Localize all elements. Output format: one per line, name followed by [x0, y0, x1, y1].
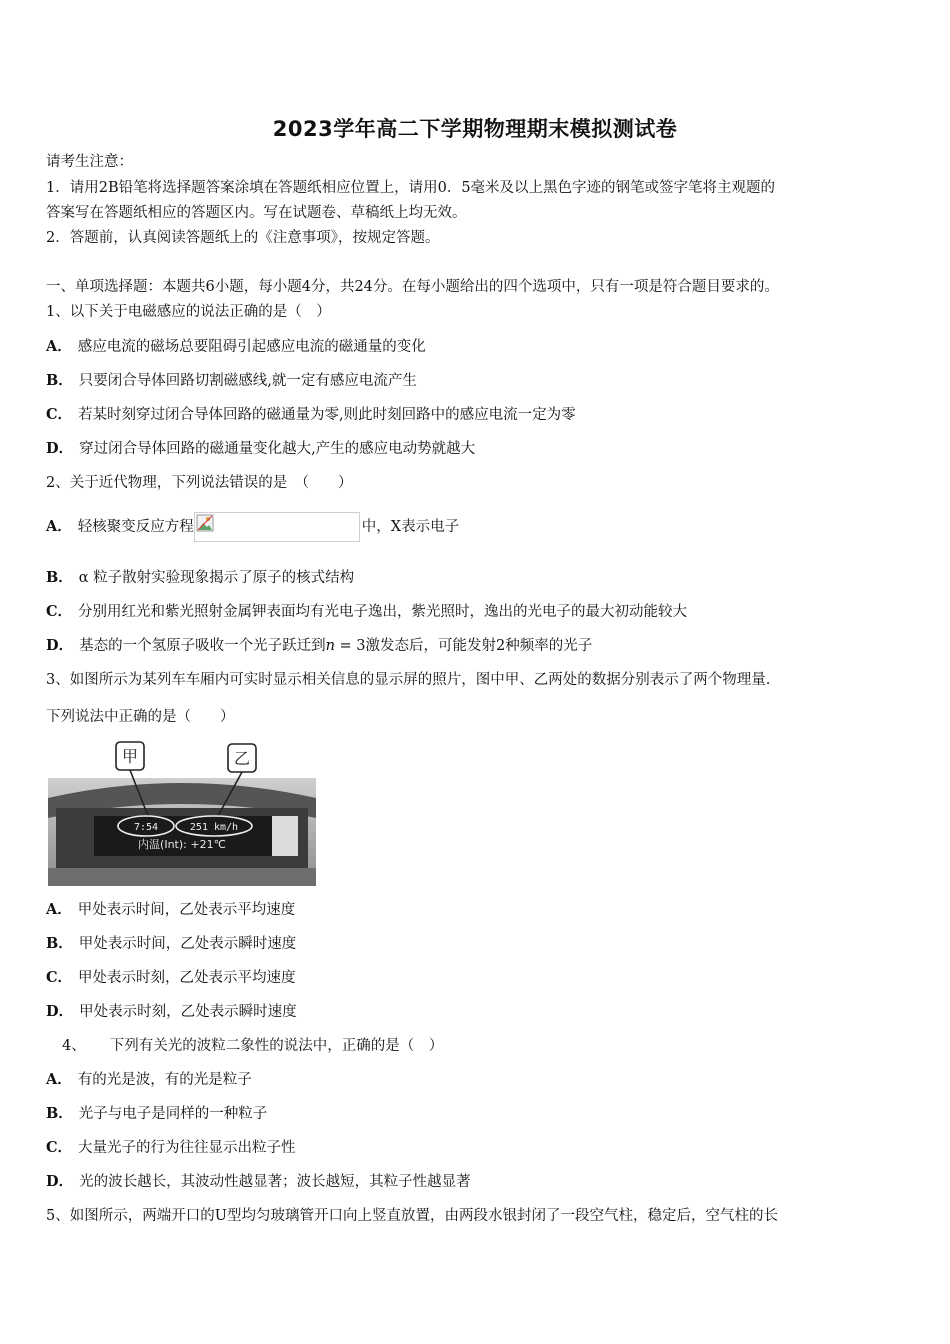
callout-jia-label: 甲 — [121, 747, 139, 766]
q4-stem: 下列有关光的波粒二象性的说法中，正确的是（ ） — [109, 1038, 444, 1054]
option-text: 有的光是波，有的光是粒子 — [77, 1072, 252, 1088]
option-text: 穿过闭合导体回路的磁通量变化越大,产生的感应电动势就越大 — [79, 441, 476, 457]
option-text: 若某时刻穿过闭合导体回路的磁通量为零,则此时刻回路中的感应电流一定为零 — [78, 407, 576, 423]
q2-option-a — [46, 512, 459, 542]
option-text: 甲处表示时刻，乙处表示瞬时速度 — [79, 1004, 297, 1020]
display-time: 7:54 — [133, 822, 159, 833]
option-letter: B． — [46, 569, 73, 586]
math-variable: n — [325, 638, 335, 654]
q2-option-d — [46, 636, 592, 656]
option-letter: B． — [46, 1105, 73, 1122]
display-speed: 251 km/h — [189, 822, 239, 833]
option-text: α 粒子散射实验现象揭示了原子的核式结构 — [78, 570, 355, 586]
option-letter: A． — [46, 518, 72, 535]
notice-item-2: 2．答题前，认真阅读答题纸上的《注意事项》，按规定答题。 — [46, 230, 440, 246]
q2-option-c — [46, 602, 687, 622]
callout-yi-label: 乙 — [233, 749, 251, 768]
option-text: 甲处表示时间，乙处表示瞬时速度 — [78, 936, 297, 952]
option-text: 光子与电子是同样的一种粒子 — [78, 1106, 268, 1122]
q3-option-d — [46, 1002, 297, 1022]
option-letter: B． — [46, 935, 73, 952]
section-heading: 一、单项选择题：本题共6小题，每小题4分，共24分。在每小题给出的四个选项中，只有一项是符合题目要求的。 — [46, 279, 779, 295]
q4-option-d — [46, 1172, 471, 1192]
q3-stem-b: 下列说法中正确的是（ ） — [46, 709, 235, 725]
option-text: 基态的一个氢原子吸收一个光子跃迁到 — [79, 638, 326, 654]
option-text: 甲处表示时间，乙处表示平均速度 — [77, 902, 296, 918]
q4-option-c — [46, 1138, 296, 1158]
option-letter: C． — [46, 603, 73, 620]
q3-option-b — [46, 934, 296, 954]
q3-option-c — [46, 968, 296, 988]
page-title: 2023学年高二下学期物理期末模拟测试卷 — [272, 117, 678, 141]
option-letter: D． — [46, 1003, 74, 1020]
option-text-cont: 中，X表示电子 — [361, 519, 460, 535]
option-text: 光的波长越长，其波动性越显著；波长越短，其粒子性越显著 — [79, 1174, 471, 1190]
option-letter: D． — [46, 637, 74, 654]
q4-option-b — [46, 1104, 267, 1124]
display-side-panel — [272, 816, 298, 856]
option-text: 分别用红光和紫光照射金属钾表面均有光电子逸出，紫光照时，逸出的光电子的最大初动能较大 — [78, 604, 688, 620]
option-text: 大量光子的行为往往显示出粒子性 — [78, 1140, 296, 1156]
notice-item-1a: 1．请用2B铅笔将选择题答案涂填在答题纸相应位置上，请用0．5毫米及以上黑色字迹的钢笔或签字笔将主观题的 — [46, 180, 776, 196]
option-text: 感应电流的磁场总要阻碍引起感应电流的磁通量的变化 — [77, 339, 426, 355]
q3-stem-a: 3、如图所示为某列车车厢内可实时显示相关信息的显示屏的照片，图中甲、乙两处的数据分别表示了两个物理量. — [46, 672, 771, 688]
q5-stem: 5、如图所示，两端开口的U型均匀玻璃管开口向上竖直放置，由两段水银封闭了一段空气柱，稳定后，空气柱的长 — [46, 1208, 778, 1224]
option-letter: C． — [46, 969, 73, 986]
option-text: 只要闭合导体回路切割磁感线,就一定有感应电流产生 — [78, 373, 417, 389]
q1-option-a — [46, 337, 426, 357]
option-letter: C． — [46, 406, 73, 423]
q1-option-d — [46, 439, 475, 459]
q2-option-b — [46, 568, 354, 588]
photo-lower-area — [48, 868, 316, 886]
broken-image-icon — [196, 514, 214, 532]
option-text-cont: = 3激发态后，可能发射2种频率的光子 — [334, 638, 593, 654]
q4-option-a — [46, 1070, 252, 1090]
option-letter: A． — [46, 1071, 72, 1088]
option-letter: D． — [46, 1173, 74, 1190]
option-text: 轻核聚变反应方程 — [77, 519, 194, 535]
option-letter: D． — [46, 440, 74, 457]
option-letter: A． — [46, 901, 72, 918]
q1-option-b — [46, 371, 417, 391]
display-temperature: 内温(Int): +21℃ — [138, 838, 226, 851]
q1-option-c — [46, 405, 576, 425]
q2-stem: 2、关于近代物理，下列说法错误的是 （ ） — [46, 475, 353, 491]
q4-number: 4、 — [62, 1038, 86, 1054]
notice-item-1b: 答案写在答题纸相应的答题区内。写在试题卷、草稿纸上均无效。 — [46, 205, 467, 221]
option-text: 甲处表示时刻，乙处表示平均速度 — [78, 970, 296, 986]
train-display-photo — [48, 738, 316, 886]
notice-heading: 请考生注意： — [46, 154, 133, 170]
q4-stem-line — [46, 1036, 443, 1056]
option-letter: A． — [46, 338, 72, 355]
option-letter: C． — [46, 1139, 73, 1156]
q1-stem: 1、以下关于电磁感应的说法正确的是（ ） — [46, 304, 331, 320]
formula-image-placeholder — [194, 512, 360, 542]
option-letter: B． — [46, 372, 73, 389]
q3-option-a — [46, 900, 295, 920]
